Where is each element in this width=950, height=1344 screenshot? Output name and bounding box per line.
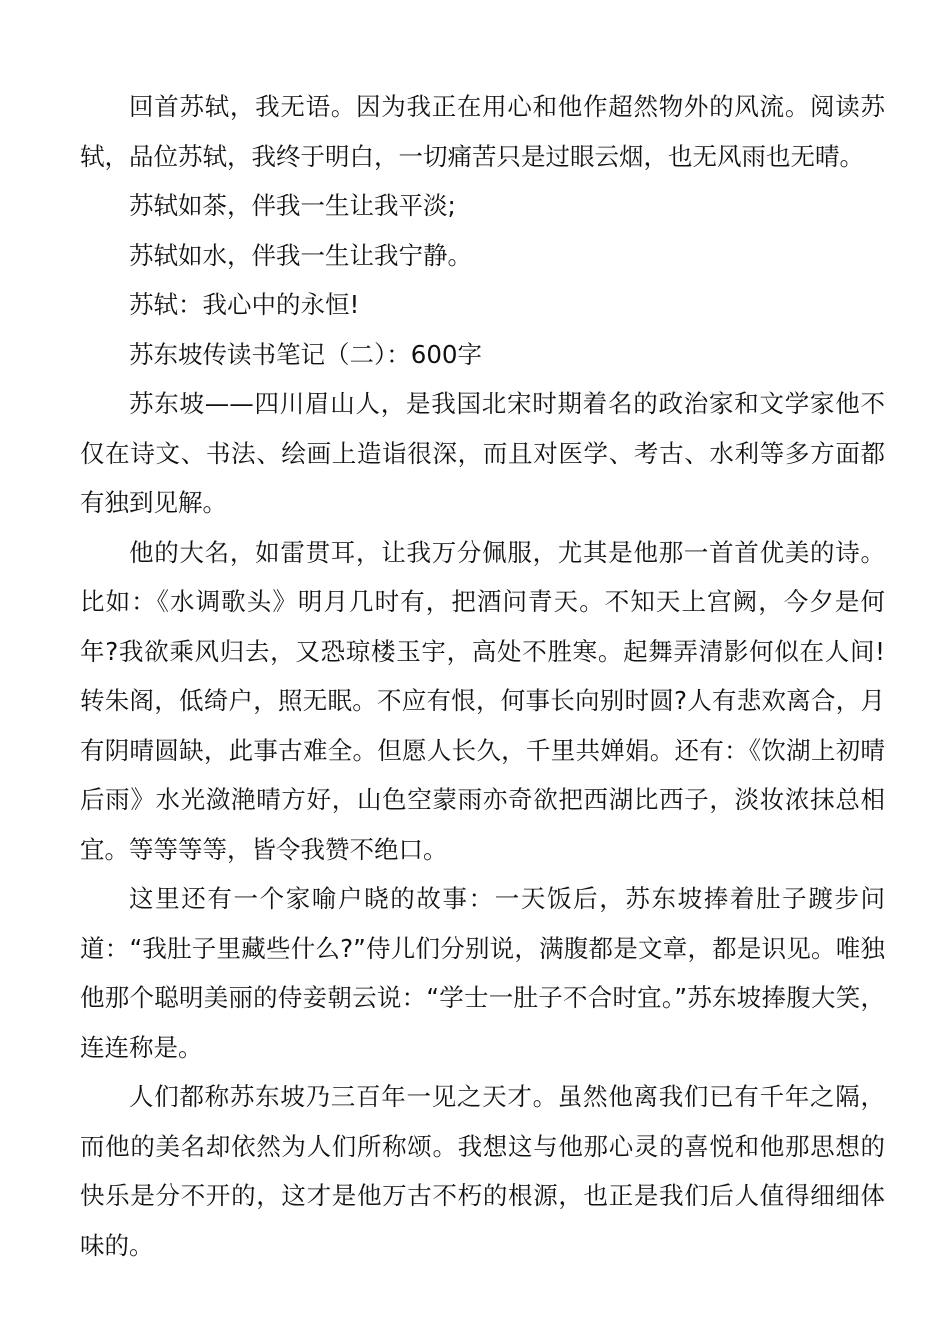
paragraph-reflection: 回首苏轼，我无语。因为我正在用心和他作超然物外的风流。阅读苏轼，品位苏轼，我终于明白，一切痛苦只是过眼云烟，也无风雨也无晴。 (80, 92, 885, 171)
paragraph-tea: 苏轼如茶，伴我一生让我平淡; (129, 191, 456, 220)
section-heading: 苏东坡传读书笔记（二）：600字 (129, 339, 483, 369)
document-page (80, 82, 885, 1270)
paragraph-eternal: 苏轼：我心中的永恒! (129, 290, 360, 319)
paragraph-intro: 苏东坡——四川眉山人，是我国北宋时期着名的政治家和文学家他不仅在诗文、书法、绘画上造诣很深，而且对医学、考古、水利等多方面都有独到见解。 (80, 389, 885, 517)
paragraph-water: 苏轼如水，伴我一生让我宁静。 (129, 240, 472, 270)
paragraph-poems: 他的大名，如雷贯耳，让我万分佩服，尤其是他那一首首优美的诗。比如：《水调歌头》明月几时有，把酒问青天。不知天上宫阙，今夕是何年?我欲乘风归去，又恐琼楼玉宇，高处不胜寒。起舞弄清影何似在人间!转朱阁，低绮户，照无眠。不应有恨，何事长向别时圆?人有悲欢离合，月有阴晴圆缺，此事古难全。但愿人长久，千里共婵娟。还有：《饮湖上初晴后雨》水光潋滟晴方好，山色空蒙雨亦奇欲把西湖比西子，淡妆浓抹总相宜。等等等等，皆令我赞不绝口。 (80, 537, 885, 864)
paragraph-story: 这里还有一个家喻户晓的故事：一天饭后，苏东坡捧着肚子踱步问道：“我肚子里藏些什么?”侍儿们分别说，满腹都是文章，都是识见。唯独他那个聪明美丽的侍妾朝云说：“学士一肚子不合时宜。”苏东坡捧腹大笑，连连称是。 (80, 884, 885, 1062)
paragraph-conclusion: 人们都称苏东坡乃三百年一见之天才。虽然他离我们已有千年之隔，而他的美名却依然为人们所称颂。我想这与他那心灵的喜悦和他那思想的快乐是分不开的，这才是他万古不朽的根源，也正是我们后人值得细细体味的。 (80, 1082, 885, 1260)
